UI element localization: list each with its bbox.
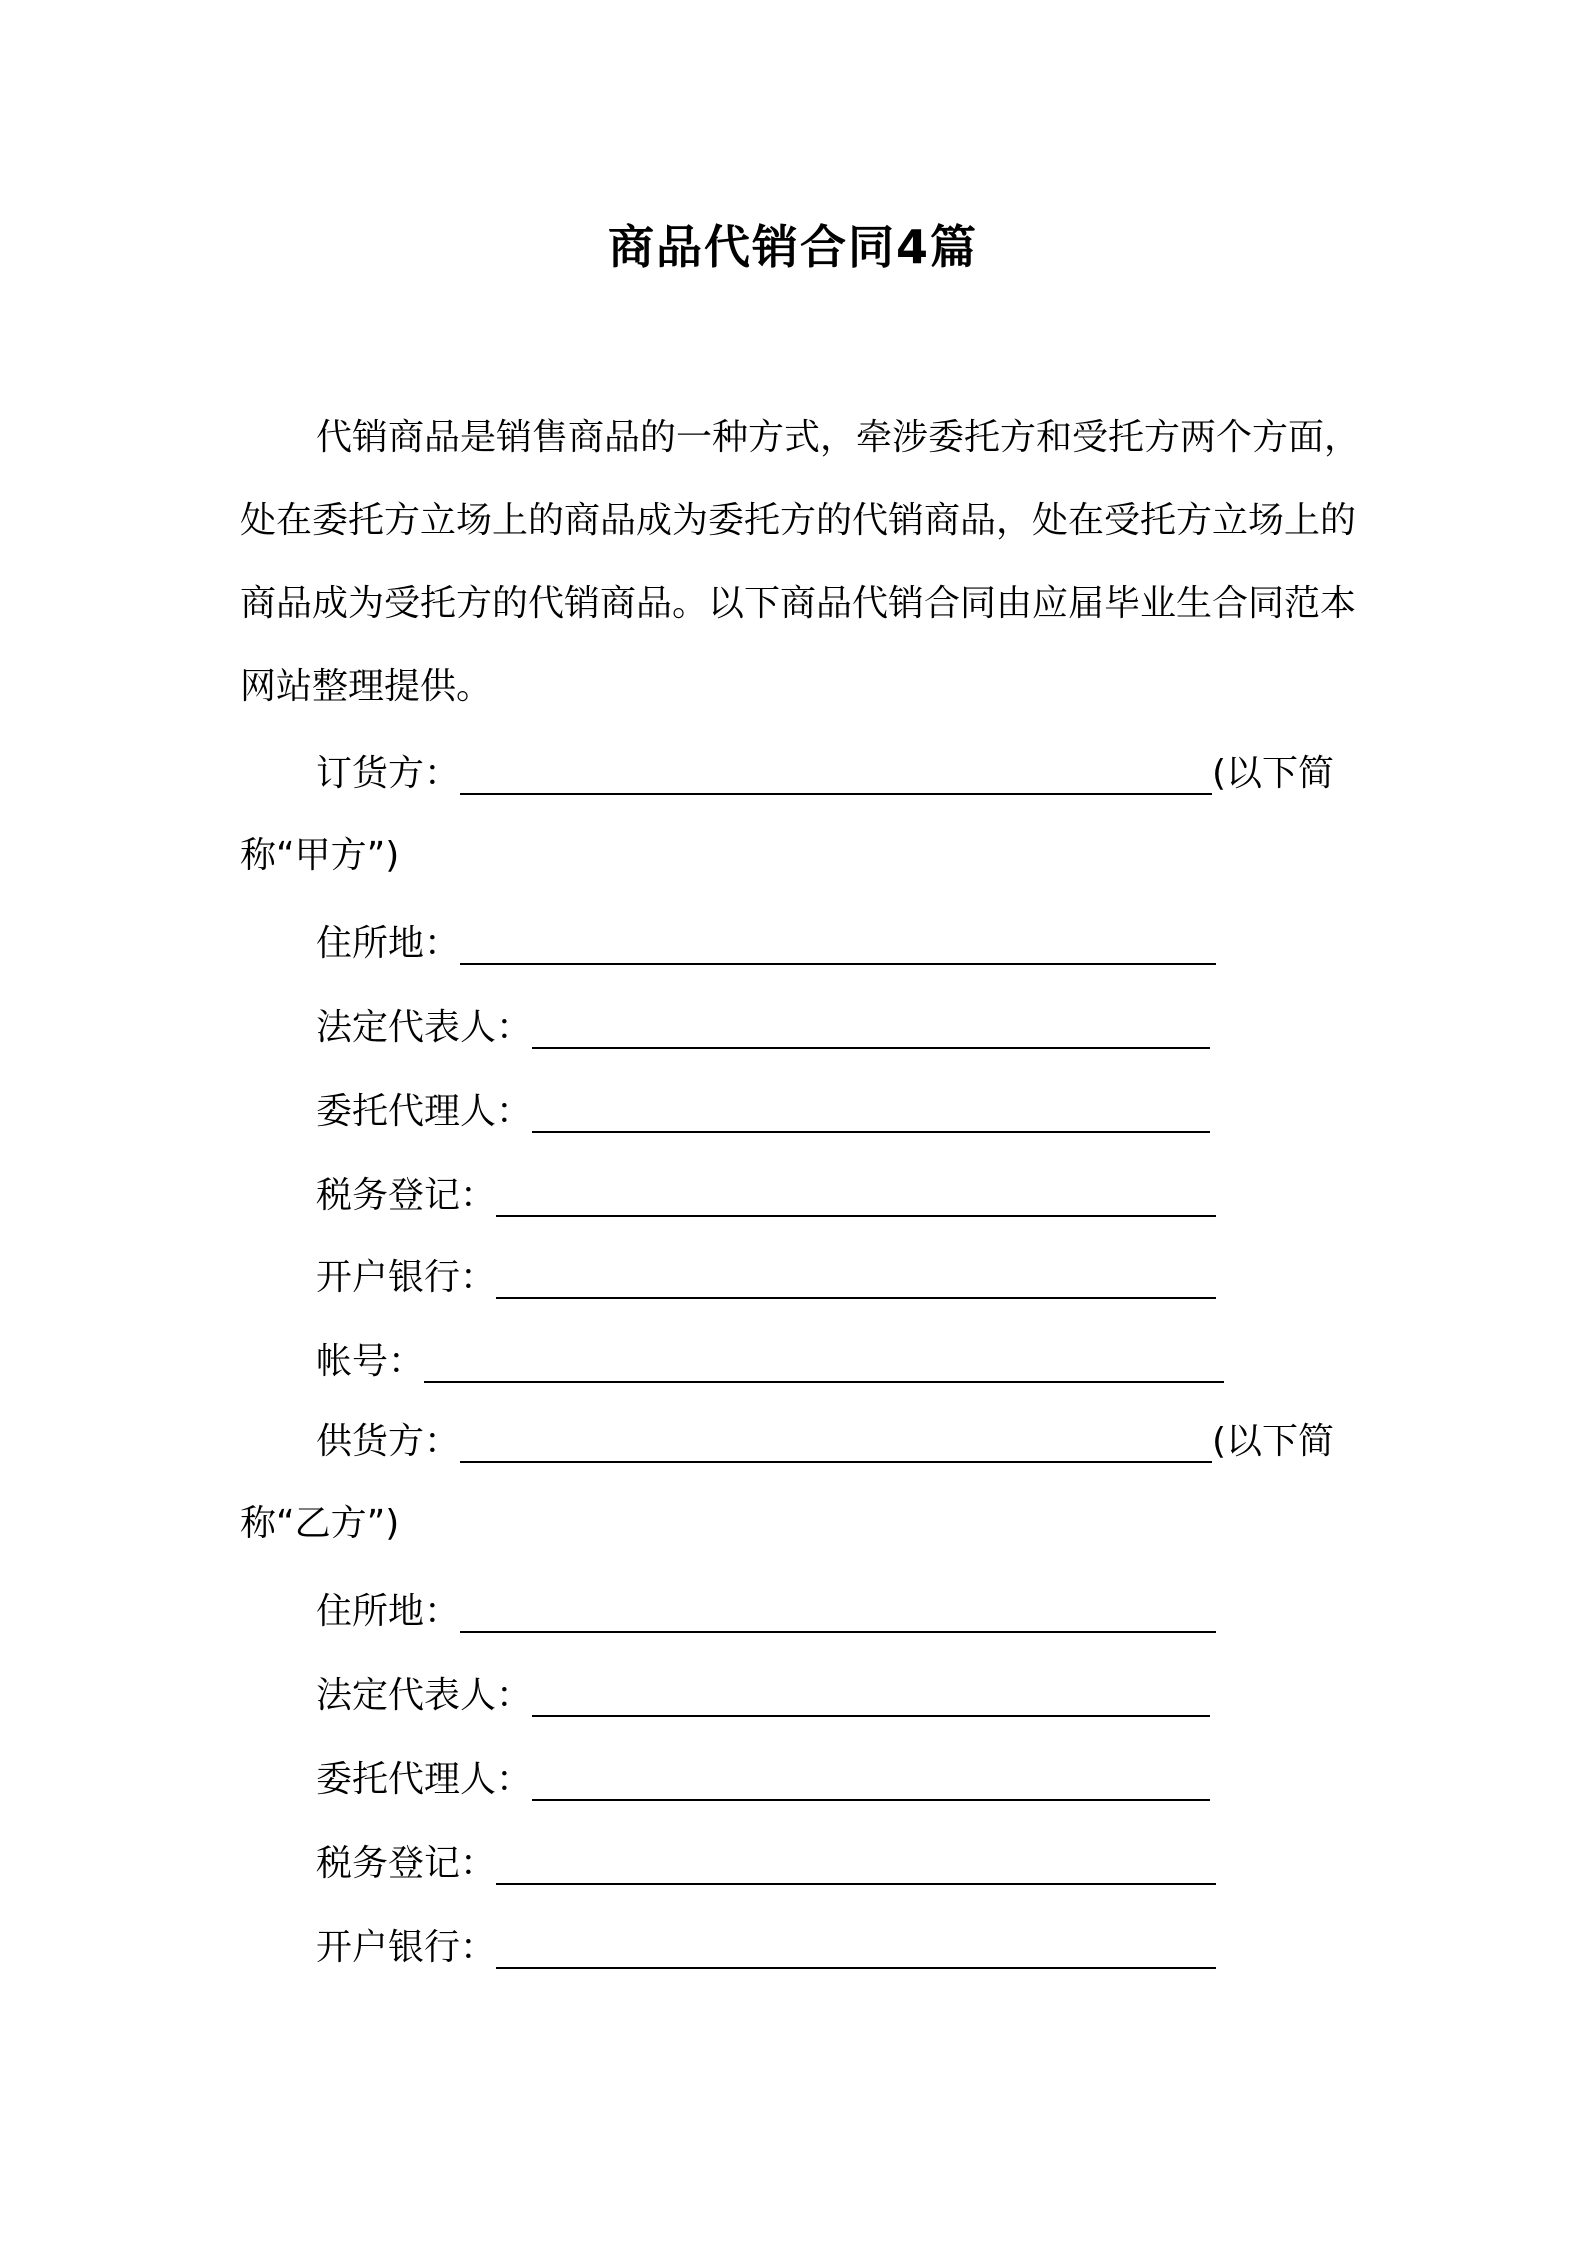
party-a-agent-row [316, 1082, 1210, 1142]
party-b-legal-rep-label: 法定代表人： [316, 1675, 533, 1716]
party-a-name-field[interactable] [460, 749, 1212, 795]
party-b-address-label: 住所地： [316, 1591, 461, 1632]
page-title: 商品代销合同4篇 [607, 220, 978, 274]
party-b-tax-field[interactable] [496, 1839, 1216, 1885]
party-b-address-field[interactable] [460, 1587, 1216, 1633]
party-b-bank-row [316, 1918, 1216, 1978]
party-b-name-label: 供货方： [316, 1421, 461, 1462]
party-b-tax-label: 税务登记： [316, 1843, 497, 1884]
intro-paragraph: 代销商品是销售商品的一种方式，牵涉委托方和受托方两个方面，处在委托方立场上的商品成为委托方的代销商品，处在受托方立场上的商品成为受托方的代销商品。以下商品代销合同由应届毕业生合同范本网站整理提供。 [240, 417, 1361, 707]
party-b-name-field[interactable] [460, 1417, 1212, 1463]
party-a-name-suffix: (以下简 [1212, 753, 1335, 794]
party-b-legal-rep-row [316, 1666, 1210, 1726]
party-b-address-row [316, 1582, 1216, 1642]
party-a-bank-label: 开户银行： [316, 1257, 497, 1298]
party-b-agent-label: 委托代理人： [316, 1759, 533, 1800]
party-a-account-row [316, 1332, 1224, 1392]
party-a-address-row [316, 914, 1216, 974]
party-b-name-row [316, 1412, 1334, 1472]
party-b-agent-row [316, 1750, 1210, 1810]
party-a-bank-row [316, 1248, 1216, 1308]
party-b-legal-rep-field[interactable] [532, 1671, 1210, 1717]
party-b-name-suffix-cont: 称“乙方”) [240, 1503, 400, 1544]
party-a-address-field[interactable] [460, 919, 1216, 965]
party-a-name-row [316, 744, 1334, 804]
party-a-tax-row [316, 1166, 1216, 1226]
party-a-name-label: 订货方： [316, 753, 461, 794]
party-b-bank-label: 开户银行： [316, 1927, 497, 1968]
party-a-bank-field[interactable] [496, 1253, 1216, 1299]
party-a-legal-rep-row [316, 998, 1210, 1058]
party-a-agent-label: 委托代理人： [316, 1091, 533, 1132]
party-a-agent-field[interactable] [532, 1087, 1210, 1133]
party-a-account-label: 帐号： [316, 1341, 425, 1382]
party-a-address-label: 住所地： [316, 923, 461, 964]
party-b-tax-row [316, 1834, 1216, 1894]
party-a-tax-field[interactable] [496, 1171, 1216, 1217]
party-a-legal-rep-field[interactable] [532, 1003, 1210, 1049]
party-b-agent-field[interactable] [532, 1755, 1210, 1801]
party-b-bank-field[interactable] [496, 1923, 1216, 1969]
party-a-account-field[interactable] [424, 1337, 1224, 1383]
party-b-name-suffix: (以下简 [1212, 1421, 1335, 1462]
party-a-tax-label: 税务登记： [316, 1175, 497, 1216]
party-a-legal-rep-label: 法定代表人： [316, 1007, 533, 1048]
party-a-name-suffix-cont: 称“甲方”) [240, 835, 400, 876]
